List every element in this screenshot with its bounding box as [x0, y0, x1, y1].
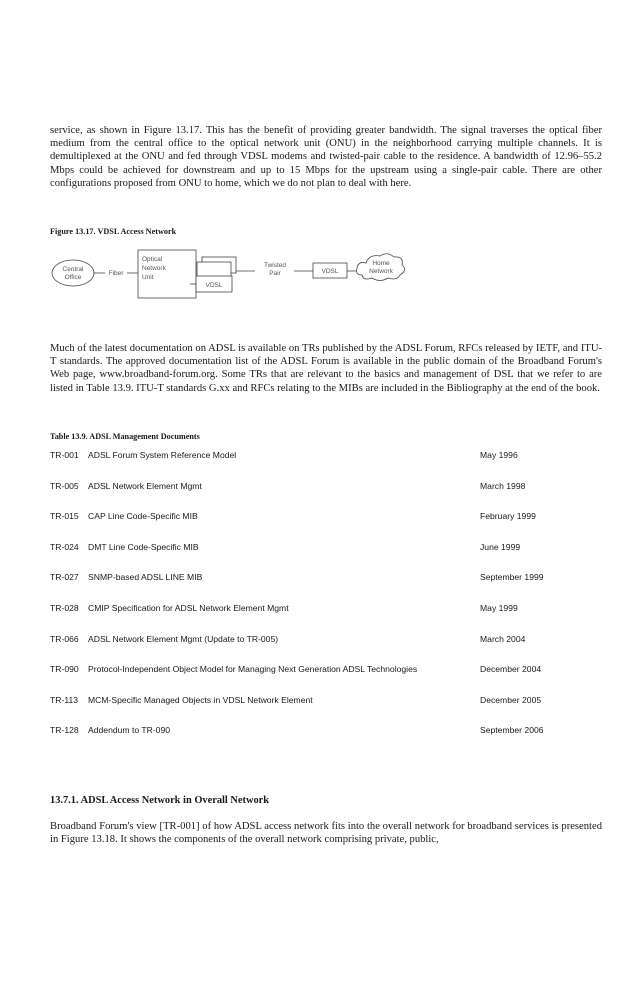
doc-date: May 1999: [480, 602, 518, 613]
home-vdsl-label: VDSL: [321, 268, 339, 275]
doc-id: TR-015: [50, 511, 79, 522]
table-row: [50, 476, 602, 507]
table-row: [50, 720, 602, 751]
vdsl-access-network-diagram: [50, 240, 450, 310]
twisted-pair-label-2: Pair: [269, 270, 281, 277]
table-caption: Table 13.9. ADSL Management Documents: [50, 432, 200, 441]
twisted-pair-label-1: Twisted: [263, 262, 287, 269]
table-row: [50, 659, 602, 690]
doc-id: TR-001: [50, 450, 79, 460]
fiber-label: Fiber: [108, 270, 124, 277]
onu-label-1: Optical: [142, 256, 163, 263]
doc-title: Addendum to TR-090: [88, 725, 171, 736]
home-network-label-1: Home: [372, 260, 390, 267]
doc-title: DMT Line Code-Specific MIB: [88, 541, 199, 552]
doc-date: June 1999: [480, 541, 521, 552]
table-row: [50, 598, 602, 629]
doc-id: TR-090: [50, 664, 79, 675]
doc-date: September 1999: [480, 572, 544, 583]
doc-id: TR-028: [50, 602, 79, 613]
doc-date: December 2004: [480, 664, 542, 675]
doc-title: Protocol-Independent Object Model for Managing Next Generation ADSL Technologies: [88, 664, 418, 675]
onu-vdsl-label: VDSL: [205, 282, 223, 289]
doc-title: ADSL Network Element Mgmt (Update to TR-005): [88, 633, 279, 644]
home-network-label-2: Network: [369, 268, 393, 275]
doc-date: March 2004: [480, 633, 526, 644]
doc-id: TR-113: [50, 694, 79, 705]
doc-title: CAP Line Code-Specific MIB: [88, 511, 198, 522]
table-row: [50, 506, 602, 537]
central-office-node: [52, 260, 94, 286]
table-row: [50, 690, 602, 721]
table-row: [50, 445, 602, 476]
doc-id: TR-027: [50, 572, 79, 583]
table-row: [50, 537, 602, 568]
intro-paragraph: service, as shown in Figure 13.17. This has the benefit of providing greater bandwidth. The signal traverses the optical fiber medium from the central office to the optical network unit (ONU) in the neighborhood carrying multiple channels. It is demultiplexed at the ONU and fed through VDSL modems and twisted-pair cable to the residence. A bandwidth of 12.96–55.2 Mbps could be achieved for downstream and up to 15 Mbps for the upstream using a single-pair cable. There are other configurations proposed from ONU to home, which we do not plan to deal with here.: [50, 125, 602, 189]
onu-label-2: Network: [142, 265, 166, 272]
doc-date: December 2005: [480, 694, 542, 705]
doc-title: SNMP-based ADSL LINE MIB: [88, 572, 203, 583]
figure-caption: Figure 13.17. VDSL Access Network: [50, 227, 177, 236]
doc-date: February 1999: [480, 511, 536, 522]
adsl-documents-table: [50, 445, 602, 751]
doc-date: May 1996: [480, 450, 518, 460]
doc-id: TR-005: [50, 480, 79, 491]
doc-id: TR-024: [50, 541, 79, 552]
doc-title: CMIP Specification for ADSL Network Element Mgmt: [88, 602, 289, 613]
doc-title: ADSL Network Element Mgmt: [88, 480, 202, 491]
section-heading: 13.7.1. ADSL Access Network in Overall Network: [50, 795, 270, 806]
central-office-label-2: Office: [64, 274, 82, 281]
doc-date: March 1998: [480, 480, 526, 491]
table-row: [50, 629, 602, 660]
final-paragraph: Broadband Forum's view [TR-001] of how ADSL access network fits into the overall network for broadband services is presented in Figure 13.18. It shows the components of the overall network comprising private, public,: [50, 821, 602, 846]
table-row: [50, 567, 602, 598]
onu-label-3: Unit: [142, 274, 154, 281]
doc-id: TR-128: [50, 725, 79, 736]
doc-title: ADSL Forum System Reference Model: [88, 450, 237, 460]
second-paragraph: Much of the latest documentation on ADSL is available on TRs published by the ADSL Forum, RFCs released by IETF, and ITU-T standards. The approved documentation list of the ADSL Forum is available in the public domain of the Broadband Forum's Web page, www.broadband-forum.org. Some TRs that are relevant to the basics and management of DSL that we refer to are listed in Table 13.9. ITU-T standards G.xx and RFCs relating to the MIBs are included in the Bibliography at the end of the book.: [50, 343, 602, 394]
central-office-label-1: Central: [62, 266, 84, 273]
doc-date: September 2006: [480, 725, 544, 736]
doc-id: TR-066: [50, 633, 79, 644]
doc-title: MCM-Specific Managed Objects in VDSL Network Element: [88, 694, 313, 705]
